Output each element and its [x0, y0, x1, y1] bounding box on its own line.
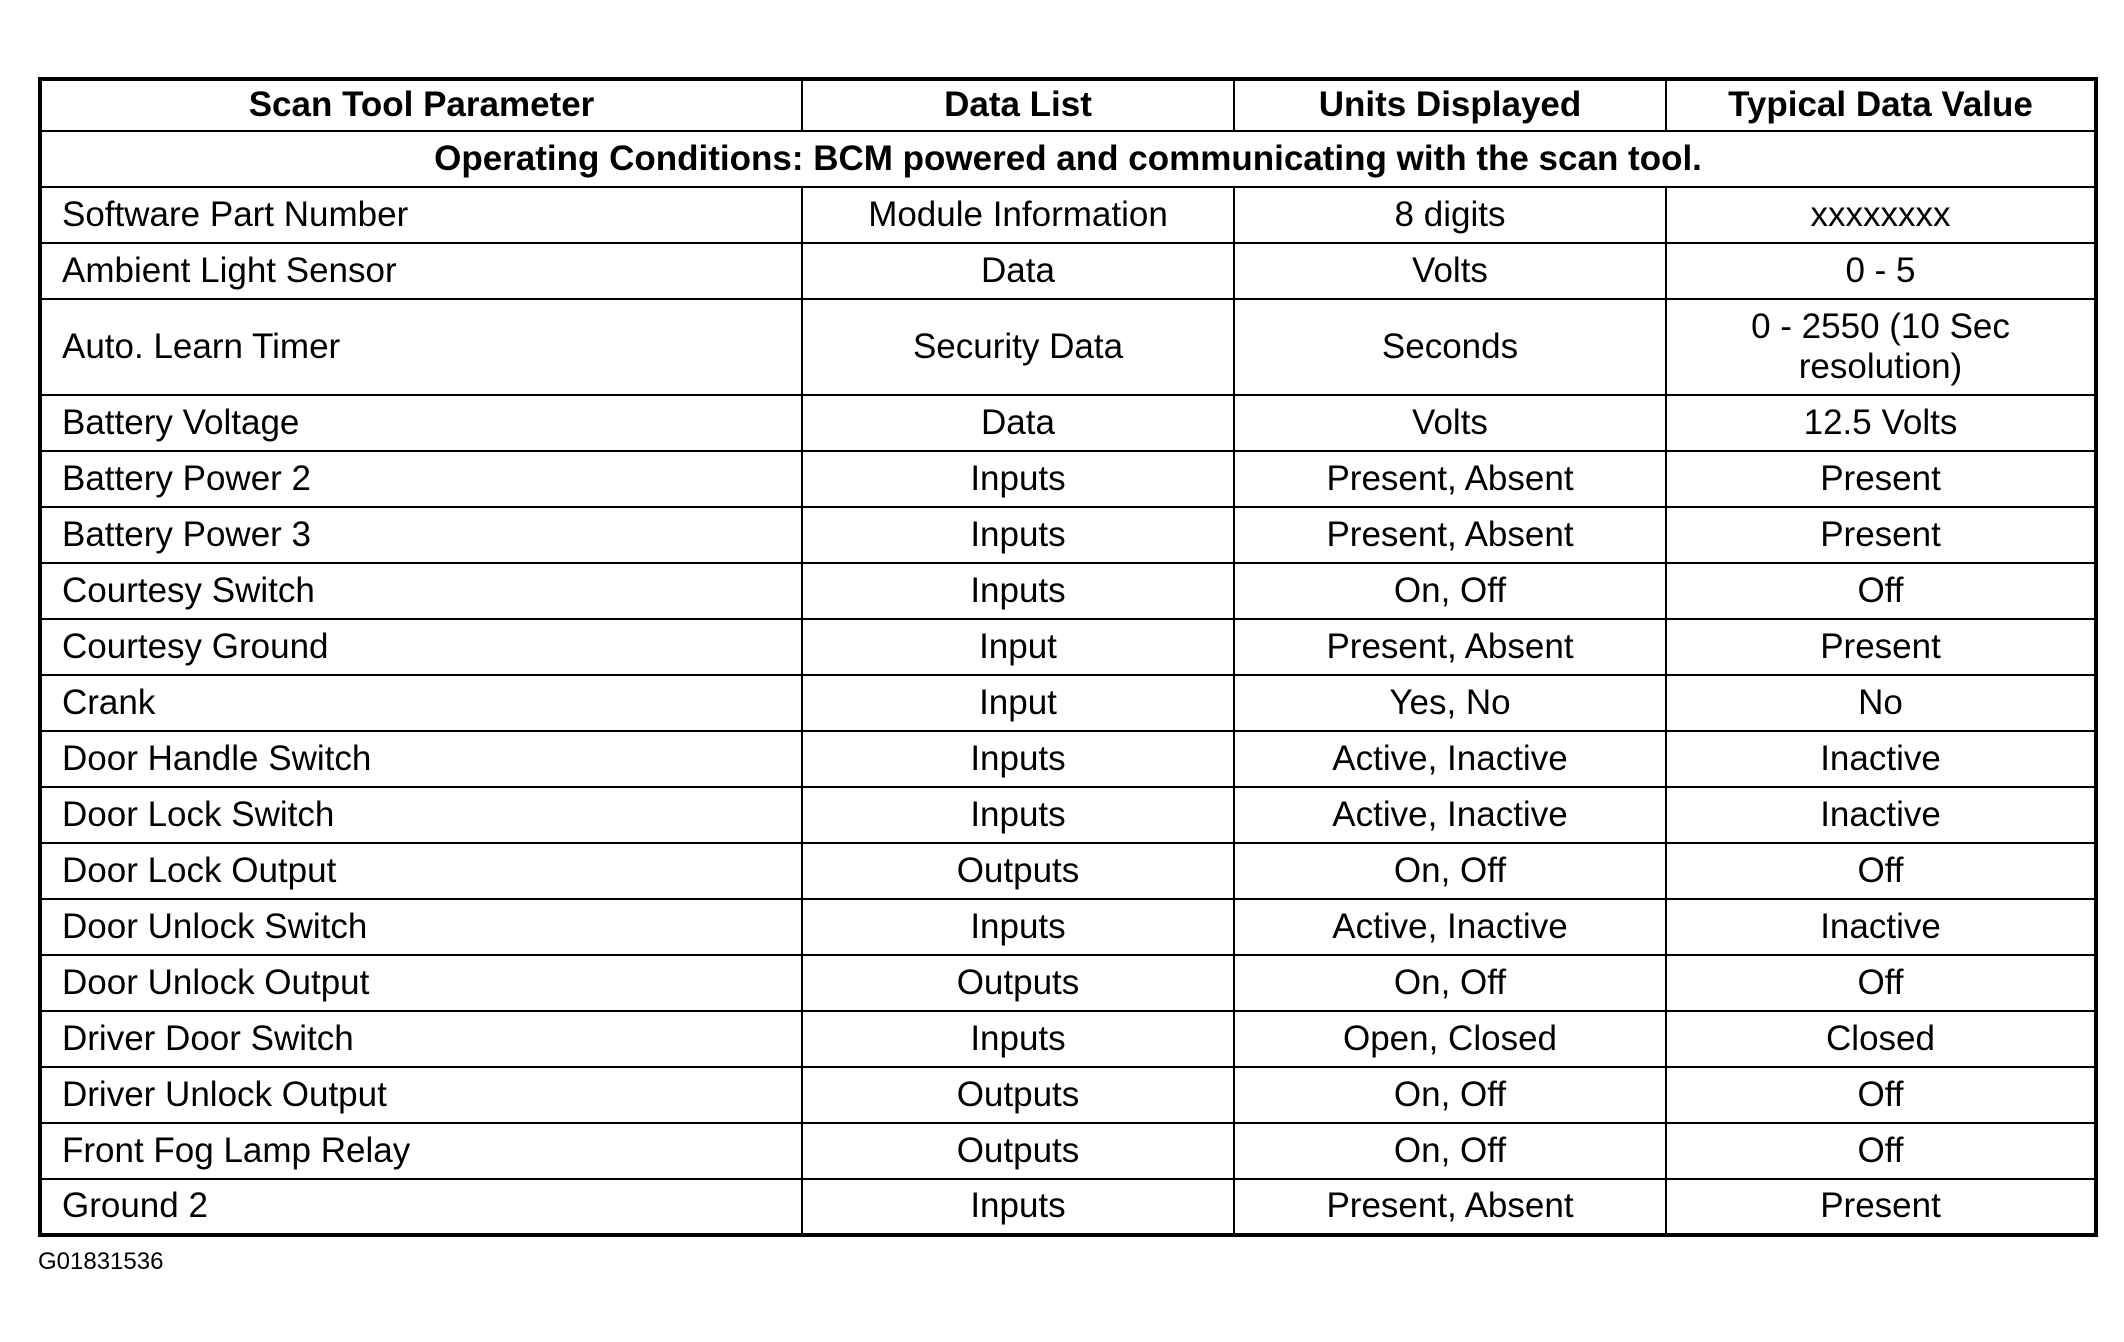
cell-units-displayed: Present, Absent [1234, 619, 1666, 675]
cell-parameter: Crank [40, 675, 802, 731]
header-row [40, 79, 2096, 131]
cell-data-list: Inputs [802, 563, 1234, 619]
table-row [40, 1067, 2096, 1123]
cell-units-displayed: On, Off [1234, 1123, 1666, 1179]
table-row [40, 1011, 2096, 1067]
cell-typical-data-value: Off [1666, 563, 2096, 619]
cell-data-list: Inputs [802, 1179, 1234, 1235]
cell-parameter: Door Lock Switch [40, 787, 802, 843]
cell-units-displayed: Active, Inactive [1234, 899, 1666, 955]
cell-units-displayed: On, Off [1234, 1067, 1666, 1123]
table-row [40, 451, 2096, 507]
cell-typical-data-value: Closed [1666, 1011, 2096, 1067]
table-row [40, 843, 2096, 899]
cell-data-list: Data [802, 395, 1234, 451]
cell-typical-data-value: Off [1666, 843, 2096, 899]
table-row [40, 395, 2096, 451]
table-row [40, 299, 2096, 395]
header-scan-tool-parameter: Scan Tool Parameter [40, 79, 802, 131]
cell-data-list: Input [802, 675, 1234, 731]
cell-units-displayed: Volts [1234, 395, 1666, 451]
cell-units-displayed: Present, Absent [1234, 507, 1666, 563]
cell-parameter: Battery Power 3 [40, 507, 802, 563]
cell-data-list: Inputs [802, 451, 1234, 507]
header-units-displayed: Units Displayed [1234, 79, 1666, 131]
cell-units-displayed: Volts [1234, 243, 1666, 299]
operating-conditions: Operating Conditions: BCM powered and communicating with the scan tool. [40, 131, 2096, 187]
cell-data-list: Module Information [802, 187, 1234, 243]
cell-typical-data-value: Inactive [1666, 787, 2096, 843]
cell-units-displayed: On, Off [1234, 955, 1666, 1011]
cell-data-list: Inputs [802, 1011, 1234, 1067]
cell-data-list: Outputs [802, 1067, 1234, 1123]
cell-units-displayed: Active, Inactive [1234, 731, 1666, 787]
table-row [40, 187, 2096, 243]
table-row [40, 675, 2096, 731]
cell-typical-data-value: Present [1666, 451, 2096, 507]
cell-data-list: Inputs [802, 787, 1234, 843]
cell-parameter: Battery Voltage [40, 395, 802, 451]
cell-units-displayed: Active, Inactive [1234, 787, 1666, 843]
cell-typical-data-value: Inactive [1666, 731, 2096, 787]
cell-units-displayed: Open, Closed [1234, 1011, 1666, 1067]
cell-parameter: Door Unlock Output [40, 955, 802, 1011]
table-row [40, 1123, 2096, 1179]
cell-parameter: Battery Power 2 [40, 451, 802, 507]
cell-typical-data-value: No [1666, 675, 2096, 731]
cell-typical-data-value: Present [1666, 1179, 2096, 1235]
cell-typical-data-value: xxxxxxxx [1666, 187, 2096, 243]
cell-typical-data-value: Off [1666, 955, 2096, 1011]
cell-units-displayed: On, Off [1234, 843, 1666, 899]
cell-data-list: Inputs [802, 899, 1234, 955]
cell-units-displayed: Present, Absent [1234, 1179, 1666, 1235]
cell-typical-data-value: Present [1666, 507, 2096, 563]
cell-parameter: Software Part Number [40, 187, 802, 243]
table-row [40, 1179, 2096, 1235]
table-row [40, 787, 2096, 843]
cell-typical-data-value: 0 - 2550 (10 Sec resolution) [1666, 299, 2096, 395]
cell-data-list: Security Data [802, 299, 1234, 395]
table-row [40, 619, 2096, 675]
cell-data-list: Inputs [802, 731, 1234, 787]
cell-typical-data-value: Inactive [1666, 899, 2096, 955]
scan-tool-parameter-table [38, 77, 2098, 1237]
table-row [40, 243, 2096, 299]
table-row [40, 563, 2096, 619]
header-typical-data-value: Typical Data Value [1666, 79, 2096, 131]
cell-parameter: Auto. Learn Timer [40, 299, 802, 395]
cell-data-list: Data [802, 243, 1234, 299]
table-row [40, 507, 2096, 563]
cell-parameter: Driver Door Switch [40, 1011, 802, 1067]
cell-parameter: Courtesy Ground [40, 619, 802, 675]
cell-data-list: Outputs [802, 955, 1234, 1011]
cell-units-displayed: Present, Absent [1234, 451, 1666, 507]
cell-typical-data-value: Off [1666, 1067, 2096, 1123]
cell-parameter: Driver Unlock Output [40, 1067, 802, 1123]
cell-parameter: Courtesy Switch [40, 563, 802, 619]
cell-parameter: Door Handle Switch [40, 731, 802, 787]
figure-id: G01831536 [38, 1248, 164, 1275]
cell-units-displayed: Yes, No [1234, 675, 1666, 731]
table-body [40, 131, 2096, 1235]
cell-data-list: Input [802, 619, 1234, 675]
operating-conditions-row [40, 131, 2096, 187]
cell-units-displayed: 8 digits [1234, 187, 1666, 243]
cell-data-list: Inputs [802, 507, 1234, 563]
cell-typical-data-value: Present [1666, 619, 2096, 675]
table-row [40, 955, 2096, 1011]
table-row [40, 731, 2096, 787]
cell-parameter: Door Lock Output [40, 843, 802, 899]
cell-typical-data-value: 12.5 Volts [1666, 395, 2096, 451]
cell-parameter: Ambient Light Sensor [40, 243, 802, 299]
cell-parameter: Door Unlock Switch [40, 899, 802, 955]
cell-units-displayed: On, Off [1234, 563, 1666, 619]
cell-typical-data-value: Off [1666, 1123, 2096, 1179]
cell-parameter: Ground 2 [40, 1179, 802, 1235]
cell-data-list: Outputs [802, 1123, 1234, 1179]
cell-parameter: Front Fog Lamp Relay [40, 1123, 802, 1179]
cell-data-list: Outputs [802, 843, 1234, 899]
table-row [40, 899, 2096, 955]
cell-units-displayed: Seconds [1234, 299, 1666, 395]
header-data-list: Data List [802, 79, 1234, 131]
cell-typical-data-value: 0 - 5 [1666, 243, 2096, 299]
